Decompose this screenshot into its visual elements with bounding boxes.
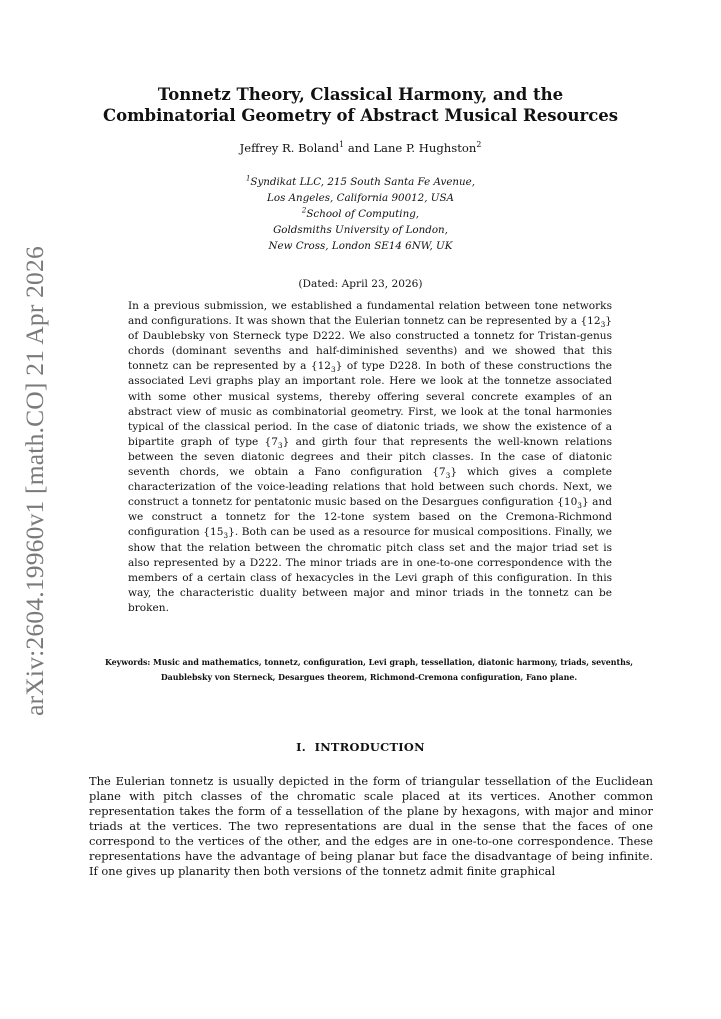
abstract-sub-1: 3: [600, 320, 606, 330]
introduction-paragraph: The Eulerian tonnetz is usually depicted in the form of triangular tessellation of the Euclidean plane with pitch classes of the chromatic scale placed at its vertices. Another common representation takes the form of a tessellation of the plane by hexagons, with major and minor triads at the vertices. The two representations are dual in the sense that the faces of one correspond to the vertices of the other, and the edges are in one-to-one correspondence. These representations have the advantage of being planar but face the disadvantage of being infinite. If one gives up planarity then both versions of the tonnetz admit finite graphical: [89, 774, 653, 879]
affil-1-line-2: Los Angeles, California 90012, USA: [267, 192, 454, 204]
title-line-1: Tonnetz Theory, Classical Harmony, and the: [157, 85, 564, 104]
abstract-sub-2: 3: [331, 365, 336, 375]
title-line-2: Combinatorial Geometry of Abstract Musical Resources: [102, 106, 619, 125]
affil-1-mark: 1: [245, 174, 251, 183]
affil-2-line-3: New Cross, London SE14 6NW, UK: [268, 240, 453, 252]
keywords: Keywords: Music and mathematics, tonnetz, configuration, Levi graph, tessellation, diatonic harmony, triads, sevenths, Daublebsky von Sterneck, Desargues theorem, Richmond-Cremona configuration, Fano plane.: [104, 658, 634, 683]
affil-2-line-1: School of Computing,: [306, 208, 420, 220]
abstract-sub-5: 3: [577, 501, 582, 511]
affil-2-line-2: Goldsmiths University of London,: [273, 224, 448, 236]
abstract-text-1: In a previous submission, we established a fundamental relation between tone networks and configurations. It was shown that the Eulerian tonnetz can be represented by a {12: [128, 300, 612, 328]
author-2-mark: 2: [476, 140, 482, 150]
abstract-text-6: } and we construct a tonnetz for the 12-tone system based on the Cremona-Richmond configuration {15: [128, 496, 612, 539]
abstract-sub-6: 3: [223, 531, 229, 541]
dated-line: (Dated: April 23, 2026): [298, 278, 423, 290]
abstract-sub-4: 3: [445, 471, 451, 481]
paper-title: [0, 84, 721, 126]
section-title: INTRODUCTION: [314, 740, 425, 754]
abstract-text-2: } of Daublebsky von Sterneck type D222. We also constructed a tonnetz for Tristan-genus chords (dominant sevenths and half-diminished sevenths) and we showed that this tonnetz can be represented by a {12: [128, 315, 612, 373]
abstract-sub-3: 3: [277, 440, 283, 450]
section-number: I.: [296, 740, 307, 754]
affiliations: [0, 174, 721, 254]
author-2: Lane P. Hughston: [373, 141, 477, 155]
section-heading: [0, 740, 721, 754]
author-1-mark: 1: [339, 140, 345, 150]
author-1: Jeffrey R. Boland: [239, 141, 340, 155]
abstract-text-4: } and girth four that represents the well-known relations between the seven diatonic degrees and their pitch classes. In the case of diatonic seventh chords, we obtain a Fano configuration {7: [128, 435, 612, 479]
abstract-text-7: }. Both can be used as a resource for musical compositions. Finally, we show that the relation between the chromatic pitch class set and the major triad set is also represented by a D222. The minor triads are in one-to-one correspondence with the members of a certain class of hexacycles in the Levi graph of this configuration. In this way, the characteristic duality between major and minor triads in the tonnetz can be broken.: [128, 526, 612, 614]
abstract: [128, 299, 612, 616]
abstract-text-3: } of type D228. In both of these constructions the associated Levi graphs play an important role. Here we look at the tonnetze associated with some other musical systems, thereby offering several concrete examples of an abstract view of music as combinatorial geometry. First, we look at the tonal harmonies typical of the classical period. In the case of diatonic triads, we show the existence of a bipartite graph of type {7: [128, 360, 612, 448]
affil-1-line-1: Syndikat LLC, 215 South Santa Fe Avenue,: [250, 176, 476, 188]
author-list: [0, 141, 721, 155]
author-conjunction: and: [347, 141, 370, 155]
affil-2-mark: 2: [301, 206, 307, 215]
arxiv-side-identifier: [18, 246, 52, 716]
arxiv-id-text: arXiv:2604.19960v1 [math.CO] 21 Apr 2026: [20, 246, 50, 716]
abstract-text-5: } which gives a complete characterization of the voice-leading relations that hold between such chords. Next, we construct a tonnetz for pentatonic music based on the Desargues configuration {10: [128, 466, 612, 509]
